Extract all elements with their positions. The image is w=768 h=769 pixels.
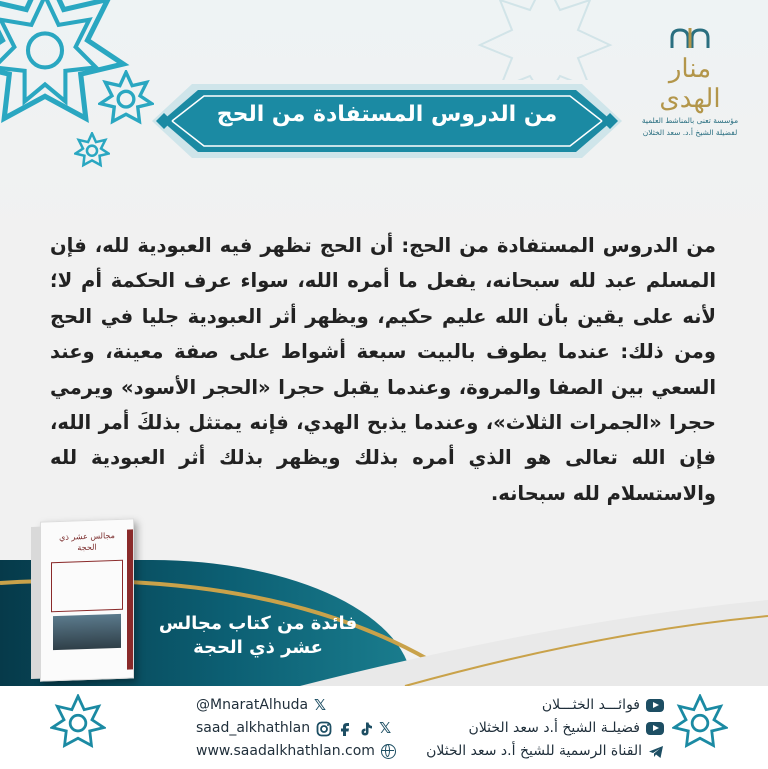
ornament-star-icon: [74, 132, 110, 168]
youtube-link[interactable]: [426, 717, 664, 740]
ornament-star-icon: [672, 694, 728, 750]
social-icons: [316, 717, 391, 740]
footer-contacts-left: [196, 694, 396, 763]
ornament-star-icon: [50, 694, 106, 750]
telegram-icon: [648, 744, 664, 760]
book-frame: [51, 560, 123, 613]
logo-name: منار الهدى: [659, 54, 721, 114]
twitter-link[interactable]: [196, 694, 396, 717]
website-link[interactable]: [196, 740, 396, 763]
page-title: من الدروس المستفادة من الحج: [216, 102, 558, 127]
book-caption: [158, 612, 358, 660]
faint-pattern-icon: [440, 0, 650, 80]
arch-icon: [668, 28, 712, 48]
x-icon: 𝕏: [379, 719, 392, 737]
book-image: [53, 614, 121, 650]
youtube-channel-2: فضيلـة الشيخ أ.د سعد الخثلان: [468, 720, 640, 736]
website-url: www.saadalkhathlan.com: [196, 743, 375, 759]
tiktok-icon: [358, 721, 374, 737]
telegram-link[interactable]: [426, 740, 664, 763]
youtube-channel-1: فوائـــد الخثـــلان: [541, 697, 640, 713]
x-icon: 𝕏: [314, 696, 327, 714]
title-banner: [152, 78, 622, 164]
globe-icon: [381, 744, 396, 759]
instagram-icon: [316, 721, 332, 737]
telegram-channel: القناة الرسمية للشيخ أ.د سعد الخثلان: [426, 743, 642, 759]
logo-subtitle: مؤسسة تعنى بالمناشط العلمية: [641, 116, 739, 125]
book-spine: [31, 527, 41, 679]
youtube-icon: [646, 699, 664, 712]
youtube-icon: [646, 722, 664, 735]
youtube-link[interactable]: [426, 694, 664, 717]
book-bar: [127, 529, 133, 669]
brand-logo: [638, 28, 742, 138]
twitter-handle: @MnaratAlhuda: [196, 697, 309, 713]
book-cover: [40, 518, 134, 681]
social-handle: saad_alkhathlan: [196, 720, 311, 736]
footer-contacts-right: [426, 694, 664, 763]
main-paragraph: من الدروس المستفادة من الحج: أن الحج تظهر فيه العبودية لله، فإن المسلم عبد لله سبحانه، يفعل ما أمره الله، سواء عرف الحكمة أم لا؛ لأنه على يقين بأن الله عليم حكيم، ويظهر أثر العبودية جليا في الحج ومن ذلك: عندما يطوف بالبيت سبعة أشواط على صفة معينة، وعند السعي بين الصفا والمروة، وعندما يقبل حجرا «الحجر الأسود» ويرمي حجرا «الجمرات الثلاث»، وعندما يذبح الهدي، فإنه يمتثل بذلكَ أمر الله، فإن الله تعالى هو الذي أمره بذلك ويظهر بذلك أثر العبودية لله والاستسلام لله سبحانه.: [50, 234, 716, 505]
facebook-icon: [337, 721, 353, 737]
book-caption-line: عشر ذي الحجة: [193, 637, 323, 658]
book-cover-title: مجالس عشر ذي الحجة: [59, 531, 115, 553]
social-link[interactable]: [196, 717, 396, 740]
ornament-star-icon: [98, 70, 154, 126]
logo-subtitle: لفضيلة الشيخ أ.د. سعد الخثلان: [642, 128, 738, 137]
book-caption-line: فائدة من كتاب مجالس: [158, 613, 358, 634]
